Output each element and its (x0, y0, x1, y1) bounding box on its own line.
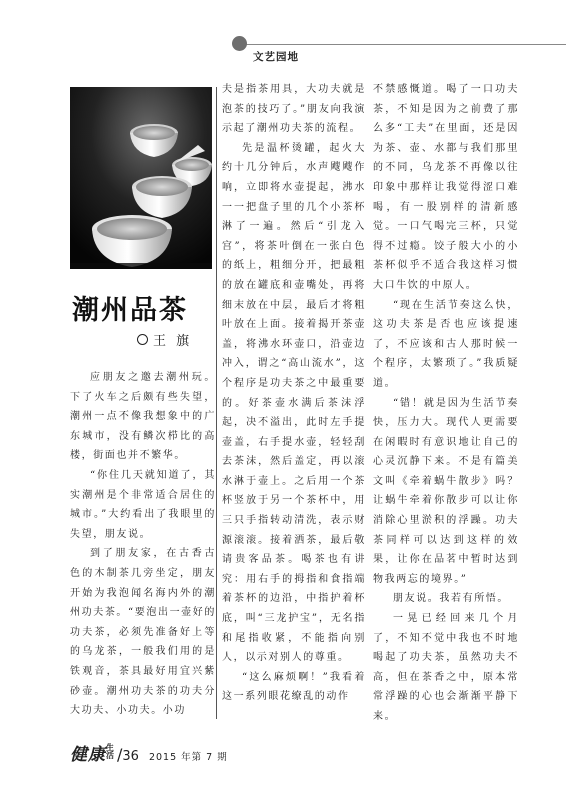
issue-label: 2015 年第 7 期 (148, 752, 228, 763)
magazine-logo: 健康 (70, 745, 106, 765)
column-divider (216, 87, 217, 719)
text-column-1 (70, 368, 216, 721)
header-bullet-icon (232, 36, 247, 51)
article-title: 潮州品茶 (72, 295, 188, 326)
magazine-logo-small: 生活 (106, 743, 114, 760)
text-column-3 (373, 80, 519, 727)
author-name: 王 旗 (153, 334, 193, 349)
author-byline (137, 330, 192, 349)
circle-bullet-icon (137, 334, 148, 345)
paragraph: 应朋友之邀去潮州玩。下了火车之后颇有些失望，潮州一点不像我想象中的广东城市，没有鳞次栉比的高楼，街面也并不繁华。 (70, 372, 216, 462)
paragraph: 夫是指茶用具，大功夫就是泡茶的技巧了。”朋友向我演示起了潮州功夫茶的流程。 (222, 84, 366, 135)
paragraph: 不禁感慨道。喝了一口功夫茶，不知是因为之前费了那么多“工夫”在里面，还是因为茶、壶、水都与我们那里的不同，乌龙茶不再像以往印象中那样让我觉得涩口难喝，有一股别样的清新感觉。一口气喝完三杯，只觉得不过瘾。饺子般大小的小茶杯似乎不适合我这样习惯大口牛饮的中原人。 (373, 84, 519, 291)
section-title: 文艺园地 (253, 51, 299, 63)
footer-slash: / (117, 745, 123, 764)
paragraph: “你住几天就知道了，其实潮州是个非常适合居住的城市。”大约看出了我眼里的失望，朋友说。 (70, 469, 216, 540)
paragraph: 一晃已经回来几个月了，不知不觉中我也不时地喝起了功夫茶，虽然功夫不高，但在茶香之中，原本常常浮躁的心也会渐渐平静下来。 (373, 613, 519, 722)
paragraph: 到了朋友家，在古香古色的木制茶几旁坐定，朋友开始为我泡闻名海内外的潮州功夫茶。“要泡出一壶好的功夫茶，必须先准备好上等的乌龙茶，一般我们用的是铁观音，茶具最好用宜兴紫砂壶。潮州功夫茶的功夫分大功夫、小功夫。小功 (70, 548, 216, 717)
paragraph: 先是温杯烫罐，起火大约十几分钟后，水声飕飕作响，立即将水壶提起，沸水一一把盘子里的几个小茶杯淋了一遍。然后“引龙入宫”，将茶叶倒在一张白色的纸上，粗细分开，把最粗的放在罐底和壶嘴处，再将细末放在中层，最后才将粗叶放在上面。接着揭开茶壶盖，将沸水环壶口，沿壶边冲入，谓之“高山流水”，这个程序是功夫茶之中最重要的。好茶壶水满后茶沫浮起，决不溢出，此时左手提壶盖，右手提水壶，轻轻刮去茶沫，然后盖定，再以滚水淋于壶上。之后用一个茶杯竖放于另一个茶杯中，用三只手指转动清洗，表示财源滚滚。接着洒茶，最后敬请贵客品茶。喝茶也有讲究：用右手的拇指和食指端着茶杯的边沿，中指护着杯底，叫“三龙护宝”，无名指和尾指收紧，不能指向别人，以示对别人的尊重。 (222, 142, 366, 664)
text-column-2 (222, 80, 366, 707)
paragraph: 朋友说。我若有所悟。 (393, 593, 509, 605)
paragraph: “这么麻烦啊！”我看着这一系列眼花缭乱的动作 (222, 671, 366, 703)
paragraph: “错！就是因为生活节奏快，压力大。现代人更需要在闲暇时有意识地让自己的心灵沉静下来。不是有篇美文叫《牵着蜗牛散步》吗？让蜗牛牵着你散步可以让你消除心里淤积的浮躁。功夫茶同样可以达到这样的效果，让你在品茗中暂时达到物我两忘的境界。” (373, 397, 519, 585)
tea-cups-photo (70, 87, 212, 269)
paragraph: “现在生活节奏这么快，这功夫茶是否也应该提速了，不应该和古人那时候一个程序，太繁琐了。”我质疑道。 (373, 299, 519, 389)
page-footer (70, 740, 228, 765)
header-rule (243, 44, 566, 45)
tea-cups-illustration (70, 87, 212, 269)
page-number: 36 (122, 749, 139, 764)
